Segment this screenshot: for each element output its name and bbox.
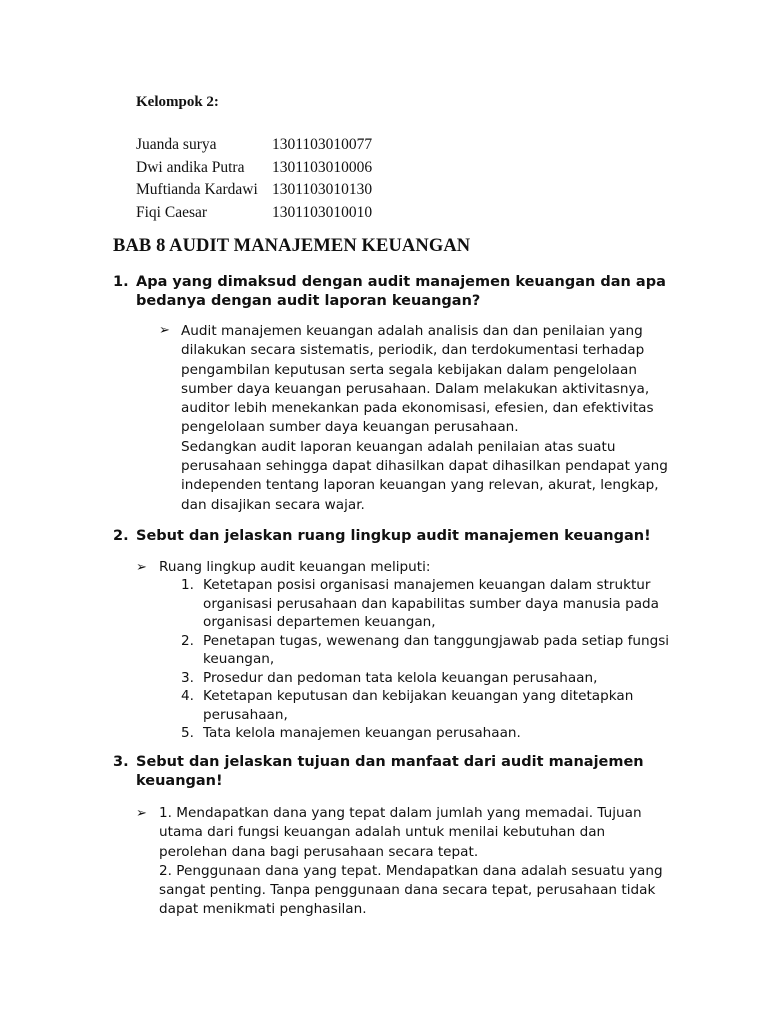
- arrow-bullet-icon: ➢: [159, 323, 170, 338]
- member-list: [136, 134, 372, 224]
- answer-line: pengelolaan sumber daya keuangan perusahaan.: [181, 419, 519, 436]
- member-nim: 1301103010006: [272, 158, 373, 176]
- list-item: [181, 724, 669, 743]
- answer-line: sumber daya keuangan perusahaan. Dalam melakukan aktivitasnya,: [181, 380, 650, 397]
- question-3: [113, 752, 673, 794]
- question-line: Apa yang dimaksud dengan audit manajemen keuangan dan apa: [136, 274, 666, 290]
- list-item: [181, 632, 669, 669]
- question-text: [136, 526, 651, 545]
- list-number: 2.: [181, 632, 194, 649]
- member-row: [136, 202, 372, 225]
- answer-line: Ruang lingkup audit keuangan meliputi:: [159, 559, 431, 575]
- question-line: keuangan!: [136, 773, 223, 790]
- scope-list: [181, 576, 669, 743]
- list-line: Ketetapan keputusan dan kebijakan keuangan yang ditetapkan: [203, 688, 634, 704]
- list-item: [181, 687, 669, 724]
- member-name: Fiqi Caesar: [136, 203, 208, 221]
- answer-line: perusahaan sehingga dapat dihasilkan dapat dihasilkan pendapat yang: [181, 458, 668, 475]
- question-line: Sebut dan jelaskan ruang lingkup audit manajemen keuangan!: [136, 528, 651, 544]
- member-row: [136, 157, 372, 180]
- list-line: Penetapan tugas, wewenang dan tanggungjawab pada setiap fungsi: [203, 632, 670, 649]
- list-line: Ketetapan posisi organisasi manajemen keuangan dalam struktur: [203, 577, 651, 593]
- question-text: [136, 272, 666, 311]
- list-number: 5.: [181, 725, 194, 741]
- list-item: [181, 576, 669, 632]
- member-nim: 1301103010130: [272, 181, 373, 198]
- answer-line: dapat menikmati penghasilan.: [159, 901, 367, 918]
- member-name: Juanda surya: [136, 136, 217, 153]
- question-line: bedanya dengan audit laporan keuangan?: [136, 293, 481, 310]
- list-line: Prosedur dan pedoman tata kelola keuangan perusahaan,: [203, 669, 598, 686]
- group-title: Kelompok 2:: [136, 94, 219, 110]
- member-nim: 1301103010010: [272, 203, 373, 221]
- list-number: 3.: [181, 669, 194, 686]
- list-line: organisasi departemen keuangan,: [203, 614, 436, 630]
- question-number: 3.: [113, 754, 129, 770]
- question-1: [113, 272, 673, 314]
- answer-line: Sedangkan audit laporan keuangan adalah penilaian atas suatu: [181, 438, 616, 455]
- member-name: Muftianda Kardawi: [136, 181, 258, 198]
- chapter-title: BAB 8 AUDIT MANAJEMEN KEUANGAN: [113, 236, 471, 256]
- answer-line: utama dari fungsi keuangan adalah untuk menilai kebutuhan dan: [159, 824, 606, 841]
- list-item: [181, 669, 669, 688]
- member-row: [136, 179, 372, 202]
- answer-line: 2. Penggunaan dana yang tepat. Mendapatkan dana adalah sesuatu yang: [159, 862, 663, 879]
- list-line: keuangan,: [203, 651, 275, 667]
- question-number: 1.: [113, 274, 129, 290]
- answer-2-intro: [159, 558, 430, 577]
- question-number: 2.: [113, 528, 129, 544]
- answer-line: dilakukan secara sistematis, periodik, dan terdokumentasi terhadap: [181, 342, 645, 359]
- list-line: Tata kelola manajemen keuangan perusahaan.: [203, 725, 521, 741]
- answer-line: independen tentang laporan keuangan yang relevan, akurat, lengkap,: [181, 477, 659, 494]
- answer-3: [159, 804, 663, 920]
- list-number: 4.: [181, 688, 194, 704]
- question-line: Sebut dan jelaskan tujuan dan manfaat dari audit manajemen: [136, 754, 644, 770]
- question-2: [113, 526, 673, 548]
- member-nim: 1301103010077: [272, 136, 373, 153]
- answer-line: pengambilan keputusan serta segala kebijakan dalam pengelolaan: [181, 361, 637, 378]
- member-name: Dwi andika Putra: [136, 158, 245, 176]
- answer-line: perolehan dana bagi perusahaan secara tepat.: [159, 843, 479, 860]
- answer-line: Audit manajemen keuangan adalah analisis dan dan penilaian yang: [181, 323, 643, 339]
- list-line: perusahaan,: [203, 706, 288, 723]
- answer-line: 1. Mendapatkan dana yang tepat dalam jumlah yang memadai. Tujuan: [159, 805, 642, 821]
- member-row: [136, 134, 372, 157]
- answer-line: sangat penting. Tanpa penggunaan dana secara tepat, perusahaan tidak: [159, 882, 656, 899]
- list-line: organisasi perusahaan dan kapabilitas sumber daya manusia pada: [203, 595, 660, 612]
- question-text: [136, 752, 644, 791]
- answer-line: dan disajikan secara wajar.: [181, 496, 365, 513]
- answer-1: [181, 322, 668, 515]
- arrow-bullet-icon: ➢: [136, 560, 147, 575]
- arrow-bullet-icon: ➢: [136, 806, 147, 821]
- list-number: 1.: [181, 577, 194, 593]
- answer-line: auditor lebih menekankan pada ekonomisasi, efesien, dan efektivitas: [181, 400, 654, 417]
